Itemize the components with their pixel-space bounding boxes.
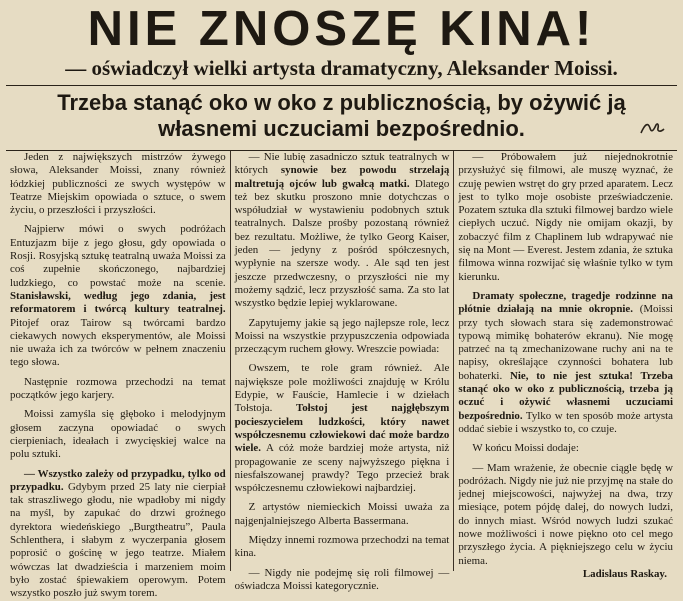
paragraph-text: — Nigdy nie podejmę się roli filmowej — oświadcza Moissi kategorycznie. xyxy=(234,566,450,592)
headline: NIE ZNOSZĘ KINA! xyxy=(87,2,596,56)
article-paragraph xyxy=(235,567,450,594)
deck-text: Trzeba stanąć oko w oko z publicznością, by ożywić ją własnemi uczuciami bezpośrednio. xyxy=(57,90,626,141)
article-paragraph xyxy=(10,223,226,369)
article-paragraph xyxy=(235,534,450,561)
bold-text: Tołstoj jest najgłębszym pocieszycielem ludzkości, który nawet współczesnemu człowiekowi dać może bardzo wiele. xyxy=(234,402,450,455)
paragraph-text: Owszem, te role gram również. Ale największe pole możliwości znajduję w Królu Edypie, w Fauście, Hamlecie i w dziełach Tołstoja. xyxy=(234,362,450,415)
paragraph-text: Między innemi rozmowa przechodzi na temat kina. xyxy=(234,534,450,560)
paragraph-text: Tylko w ten sposób może artysta oddać siebie i wszystko to, co czuje. xyxy=(458,409,673,435)
deck-heading xyxy=(6,90,677,142)
paragraph-text: — Mam wrażenie, że obecnie ciągle będę w podróżach. Nigdy nie już nie przyjmę na stałe do jednej miejscowości, najwyżej na dwa, trzy miesiące, potem pójdę dalej, do nowych ludzi, do innych miast. Wśród nowych ludzi szukać nowe możliwości i nowe piękno oto cel mego przyszłego życia. A piękniejszego celu w życiu niema. xyxy=(458,461,673,567)
paragraph-text: — Próbowałem już niejednokrotnie przysłużyć się filmowi, ale muszę wyznać, że czuję pewien wstręt do gry przed aparatem. Lecz jest to tylko moje osobiste przeświadczenie. Pozatem sztuka dla sztuki filmowej bardzo wiele ciepłych uczuć. Nigdy nie omijam okazji, by zobaczyć film z Chaplinem lub wdrapywać nie się na Mont — Everest. Jestem zdania, że sztuka filmowa winna rozwijać się właśnie tylko w tym kierunku. xyxy=(458,151,673,283)
article-paragraph xyxy=(10,408,226,461)
article-paragraph xyxy=(458,290,673,436)
paragraph-text: Gdybym przed 25 laty nie cierpiał tak straszliwego głodu, nie wpadłoby mi nigdy na myśl, by zapukać do drzwi groźnego dyrektora wiedeńskiego „Burgtheatru”, Paula Schlenthera, i słabym z wyczerpania głosem poprosić o gościnę w jego teatrze. Miałem wówczas lat dwadzieścia i marzeniem moim było zostać śpiewakiem operowym. Potem wszystko poszło już swym torem. xyxy=(10,480,226,600)
bold-text: synowie bez powodu strzelają maltretują ojców lub gwałcą matki. xyxy=(234,164,450,190)
paragraph-text: Z artystów niemieckich Moissi uważa za najgenjalniejszego Alberta Bassermana. xyxy=(234,501,450,527)
paragraph-text: Jeden z największych mistrzów żywego słowa, Aleksander Moissi, znany również łódzkiej publiczności ze swych występów w Teatrze Miejskim opowiada o sztuce, o swem życiu, o przeszłości i przyszłości. xyxy=(10,151,226,217)
paragraph-text: Najpierw mówi o swych podróżach Entuzjazm bije z jego głosu, gdy opowiada o Rosji. Rosyjską sztukę teatralną uważa Moissi za coś zupełnie skończonego, najbardziej ludzkiego, co powstać może na scenie. xyxy=(10,223,226,289)
article-column-1 xyxy=(6,151,230,600)
divider xyxy=(6,85,677,86)
paragraph-text: Następnie rozmowa przechodzi na temat początków jego karjery. xyxy=(10,375,226,402)
article-paragraph xyxy=(458,442,673,455)
paragraph-text: — Nie lubię zasadniczo sztuk teatralnych w których xyxy=(234,151,450,177)
paragraph-text: A cóż może bardziej może artysta, niż propagowanie ze sceny najwyższego piękna i niesfałszowanej prawdy? Tego przecież brak współczesnemu człowiekowi najbardziej. xyxy=(234,442,450,495)
article-paragraph xyxy=(235,501,450,528)
paragraph-text: Dlatego też bez skutku proszono mnie dotychczas o współudział w wystawieniu podobnych sztuk teatralnych. Dalsze prośby pozostaną również bez rezultatu. Możliwe, że tylko Georg Kaiser, jeden — jedyny z pośród spółczesnych, wypłynie na szersze wody. . Ale sąd ten jest jeszcze przedwczesny, o przyszłości nie my możemy sądzić, lecz przyszłość sama. Za sto lat wszystko będzie lepiej wyklarowane. xyxy=(234,177,450,310)
article-paragraph xyxy=(235,151,450,311)
article-paragraph xyxy=(10,376,226,403)
article-paragraph xyxy=(458,462,673,568)
article-paragraph xyxy=(458,151,673,284)
bold-text: Dramaty społeczne, tragedje rodzinne na płótnie działają na mnie okropnie. xyxy=(458,289,673,316)
paragraph-text: (Moissi przy tych słowach stara się zademonstrować typową mimikę bohaterów ekranu). Nie mogę patrzeć na tą zmechanizowane ruchy ani na te napisy, określające czynności bohatera lub bohaterki. xyxy=(458,303,673,382)
paragraph-text: Moissi zamyśla się głęboko i melodyjnym głosem zaczyna opowiadać o swych cierpieniach, ideałach i zwycięskiej walce na polu sztuki. xyxy=(10,408,226,461)
article-paragraph xyxy=(10,468,226,601)
article-paragraph xyxy=(10,151,226,217)
article-paragraph xyxy=(235,362,450,495)
bold-text: — Wszystko zależy od przypadku, tylko od przypadku. xyxy=(10,467,226,493)
article-columns xyxy=(6,151,677,600)
paragraph-text: Pitojef oraz Tairow są twórcami bardzo ciekawych nowych eksperymentów, ale Moissi nie uważa ich za twórców w pełnem znaczeniu tego słowa. xyxy=(10,316,226,369)
author-signature: Ladislaus Raskay. xyxy=(582,567,667,580)
handwritten-mark-icon xyxy=(639,120,665,136)
bold-text: Nie, to nie jest sztuka! Trzeba stanąć oko w oko z publicznością, trzeba ją oczuć i ożywić własnemi uczuciami bezpośrednio. xyxy=(458,369,673,422)
article-column-3 xyxy=(453,151,677,580)
article-paragraph xyxy=(235,317,450,357)
subheadline: — oświadczył wielki artysta dramatyczny, Aleksander Moissi. xyxy=(65,56,618,80)
paragraph-text: Zapytujemy jakie są jego najlepsze role, lecz Moissi na wszystkie przypuszczenia odpowiada przeczącym ruchem głowy. Wreszcie powiada: xyxy=(234,316,450,356)
bold-text: Stanisławski, według jego zdania, jest reformatorem i twórcą kultury teatralnej. xyxy=(10,289,226,316)
article-column-2 xyxy=(230,151,454,592)
paragraph-text: W końcu Moissi dodaje: xyxy=(472,442,579,455)
